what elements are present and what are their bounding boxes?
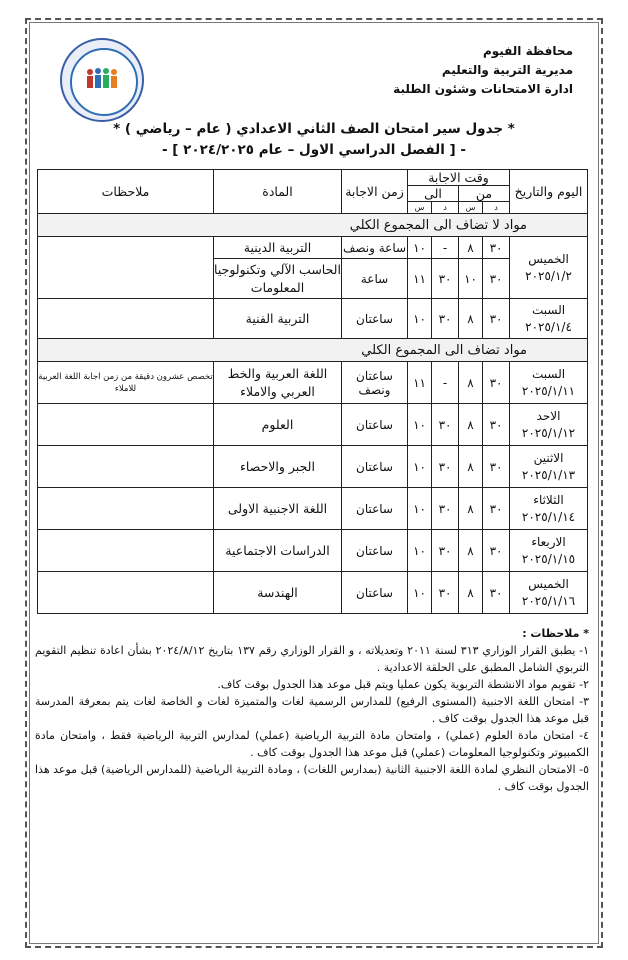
notes-section bbox=[35, 625, 589, 795]
minutes-label: د bbox=[432, 202, 459, 214]
schedule-title: * جدول سير امتحان الصف الثاني الاعدادي ( عام – رياضي ) * bbox=[113, 121, 515, 137]
col-notes-header: ملاحظات bbox=[38, 170, 214, 214]
day-date: ٢٠٢٥/١/٢ bbox=[525, 268, 572, 283]
duration-cell: ساعة bbox=[342, 259, 408, 299]
people-emblem-icon bbox=[84, 66, 120, 92]
col-to-header: الى bbox=[408, 186, 459, 202]
to-minutes: ٣٠ bbox=[432, 259, 459, 299]
note-item: ٤- امتحان مادة العلوم (عملي) ، وامتحان مادة التربية الرياضية (عملي) لمدارس التربية الرياضية فقط ، وامتحان مادة الكمبيوتر وتكنولوجيا المعلومات (عملي) قبل موعد هذا الجدول بوقت كاف . bbox=[35, 729, 589, 759]
hours-label: س bbox=[459, 202, 483, 214]
day-name: الاثنين bbox=[533, 450, 564, 465]
day-date: ٢٠٢٥/١/١٥ bbox=[521, 551, 576, 566]
from-hours: ٨ bbox=[459, 446, 483, 488]
department-label: ادارة الامتحانات وشئون الطلبة bbox=[393, 82, 573, 96]
duration-cell: ساعتان bbox=[342, 572, 408, 614]
from-hours: ١٠ bbox=[459, 259, 483, 299]
subject-cell: الدراسات الاجتماعية bbox=[214, 530, 342, 572]
to-hours: ١٠ bbox=[408, 237, 432, 259]
directorate-label: مديرية التربية والتعليم bbox=[441, 63, 573, 77]
from-hours: ٨ bbox=[459, 404, 483, 446]
to-hours: ١١ bbox=[408, 362, 432, 404]
to-minutes: - bbox=[432, 362, 459, 404]
from-minutes: ٣٠ bbox=[483, 362, 510, 404]
from-hours: ٨ bbox=[459, 530, 483, 572]
subject-cell: الهندسة bbox=[214, 572, 342, 614]
day-name: السبت bbox=[531, 366, 566, 381]
from-minutes: ٣٠ bbox=[483, 488, 510, 530]
from-hours: ٨ bbox=[459, 237, 483, 259]
day-cell bbox=[510, 299, 588, 339]
to-hours: ١١ bbox=[408, 259, 432, 299]
col-duration-header: زمن الاجابة bbox=[342, 170, 408, 214]
notes-cell bbox=[38, 404, 214, 446]
to-hours: ١٠ bbox=[408, 404, 432, 446]
from-minutes: ٣٠ bbox=[483, 299, 510, 339]
day-name: الاحد bbox=[536, 408, 561, 423]
col-subject-header: المادة bbox=[214, 170, 342, 214]
table-row bbox=[38, 572, 588, 614]
to-minutes: ٣٠ bbox=[432, 530, 459, 572]
hours-label: س bbox=[408, 202, 432, 214]
day-date: ٢٠٢٥/١/١٢ bbox=[521, 425, 576, 440]
subject-cell: التربية الفنية bbox=[214, 299, 342, 339]
from-hours: ٨ bbox=[459, 299, 483, 339]
subject-cell: الجبر والاحصاء bbox=[214, 446, 342, 488]
notes-cell bbox=[38, 446, 214, 488]
table-row bbox=[38, 446, 588, 488]
to-minutes: ٣٠ bbox=[432, 404, 459, 446]
minutes-label: د bbox=[483, 202, 510, 214]
to-hours: ١٠ bbox=[408, 299, 432, 339]
table-row bbox=[38, 530, 588, 572]
subject-cell: اللغة الاجنبية الاولى bbox=[214, 488, 342, 530]
to-minutes: ٣٠ bbox=[432, 299, 459, 339]
from-hours: ٨ bbox=[459, 362, 483, 404]
to-minutes: ٣٠ bbox=[432, 488, 459, 530]
from-minutes: ٣٠ bbox=[483, 259, 510, 299]
day-date: ٢٠٢٥/١/١٣ bbox=[521, 467, 576, 482]
duration-cell: ساعتان bbox=[342, 404, 408, 446]
notes-heading: * ملاحظات : bbox=[522, 627, 589, 640]
day-cell bbox=[510, 404, 588, 446]
duration-cell: ساعة ونصف bbox=[342, 237, 408, 259]
from-hours: ٨ bbox=[459, 572, 483, 614]
org-header bbox=[393, 42, 573, 99]
notes-cell bbox=[38, 572, 214, 614]
col-time-header: وقت الاجابة bbox=[408, 170, 510, 186]
notes-cell: تخصص عشرون دقيقة من زمن اجابة اللغة العربية للاملاء bbox=[38, 362, 214, 404]
note-item: ٣- امتحان اللغة الاجنبية (المستوى الرفيع) للمدارس الرسمية لغات والمتميزة لغات و الخاصة لغات يتم بمعرفة المدرسة قبل موعد هذا الجدول بوقت كاف . bbox=[35, 695, 589, 725]
day-name: السبت bbox=[531, 302, 566, 317]
day-cell bbox=[510, 572, 588, 614]
note-item: ٢- تقويم مواد الانشطة التربوية يكون عمليا ويتم قبل موعد هذا الجدول بوقت كاف. bbox=[217, 678, 589, 691]
directorate-logo bbox=[60, 38, 144, 122]
from-minutes: ٣٠ bbox=[483, 446, 510, 488]
day-cell bbox=[510, 446, 588, 488]
table-row bbox=[38, 488, 588, 530]
day-date: ٢٠٢٥/١/٤ bbox=[525, 319, 572, 334]
subject-cell: العلوم bbox=[214, 404, 342, 446]
to-minutes: ٣٠ bbox=[432, 446, 459, 488]
to-hours: ١٠ bbox=[408, 446, 432, 488]
day-cell bbox=[510, 488, 588, 530]
day-name: الخميس bbox=[528, 251, 569, 266]
subject-cell: التربية الدينية bbox=[214, 237, 342, 259]
day-cell bbox=[510, 362, 588, 404]
from-minutes: ٣٠ bbox=[483, 572, 510, 614]
duration-cell: ساعتان bbox=[342, 446, 408, 488]
note-item: ٥- الامتحان النظري لمادة اللغة الاجنبية الثانية (بمدارس اللغات) ، ومادة التربية الرياضية (للمدارس الرياضية) قبل موعد هذا الجدول بوقت كاف . bbox=[35, 763, 589, 793]
duration-cell: ساعتان bbox=[342, 530, 408, 572]
notes-cell bbox=[38, 237, 214, 299]
col-from-header: من bbox=[459, 186, 510, 202]
day-name: الخميس bbox=[528, 576, 569, 591]
col-day-header: اليوم والتاريخ bbox=[510, 170, 588, 214]
day-name: الثلاثاء bbox=[533, 492, 564, 507]
notes-cell bbox=[38, 299, 214, 339]
from-minutes: ٣٠ bbox=[483, 404, 510, 446]
table-row bbox=[38, 362, 588, 404]
day-cell bbox=[510, 237, 588, 299]
duration-cell: ساعتان ونصف bbox=[342, 362, 408, 404]
semester-title: - [ الفصل الدراسي الاول – عام ٢٠٢٤/٢٠٢٥ ] - bbox=[161, 142, 467, 158]
subject-cell: الحاسب الآلي وتكنولوجيا المعلومات bbox=[214, 259, 342, 299]
notes-cell bbox=[38, 530, 214, 572]
to-hours: ١٠ bbox=[408, 488, 432, 530]
day-date: ٢٠٢٥/١/١١ bbox=[521, 383, 576, 398]
to-hours: ١٠ bbox=[408, 530, 432, 572]
duration-cell: ساعتان bbox=[342, 299, 408, 339]
note-item: ١- يطبق القرار الوزاري ٣١٣ لسنة ٢٠١١ وتعديلاته ، و القرار الوزاري رقم ١٣٧ بتاريخ ٢٠٢٤/٨/١٢ بشأن اعادة تنظيم التقويم التربوي الشامل المطبق على الحلقة الاعدادية . bbox=[35, 644, 590, 674]
exam-schedule-table bbox=[37, 169, 588, 614]
notes-cell bbox=[38, 488, 214, 530]
duration-cell: ساعتان bbox=[342, 488, 408, 530]
from-minutes: ٣٠ bbox=[483, 237, 510, 259]
subject-cell: اللغة العربية والخط العربي والاملاء bbox=[214, 362, 342, 404]
from-minutes: ٣٠ bbox=[483, 530, 510, 572]
to-minutes: ٣٠ bbox=[432, 572, 459, 614]
to-hours: ١٠ bbox=[408, 572, 432, 614]
day-date: ٢٠٢٥/١/١٦ bbox=[521, 593, 576, 608]
governorate-label: محافظة الفيوم bbox=[482, 44, 573, 58]
day-date: ٢٠٢٥/١/١٤ bbox=[521, 509, 576, 524]
from-hours: ٨ bbox=[459, 488, 483, 530]
group-counted: مواد تضاف الى المجموع الكلي bbox=[38, 339, 588, 362]
table-row bbox=[38, 404, 588, 446]
day-name: الاربعاء bbox=[531, 534, 566, 549]
day-cell bbox=[510, 530, 588, 572]
group-not-counted: مواد لا تضاف الى المجموع الكلي bbox=[38, 214, 588, 237]
to-minutes: - bbox=[432, 237, 459, 259]
